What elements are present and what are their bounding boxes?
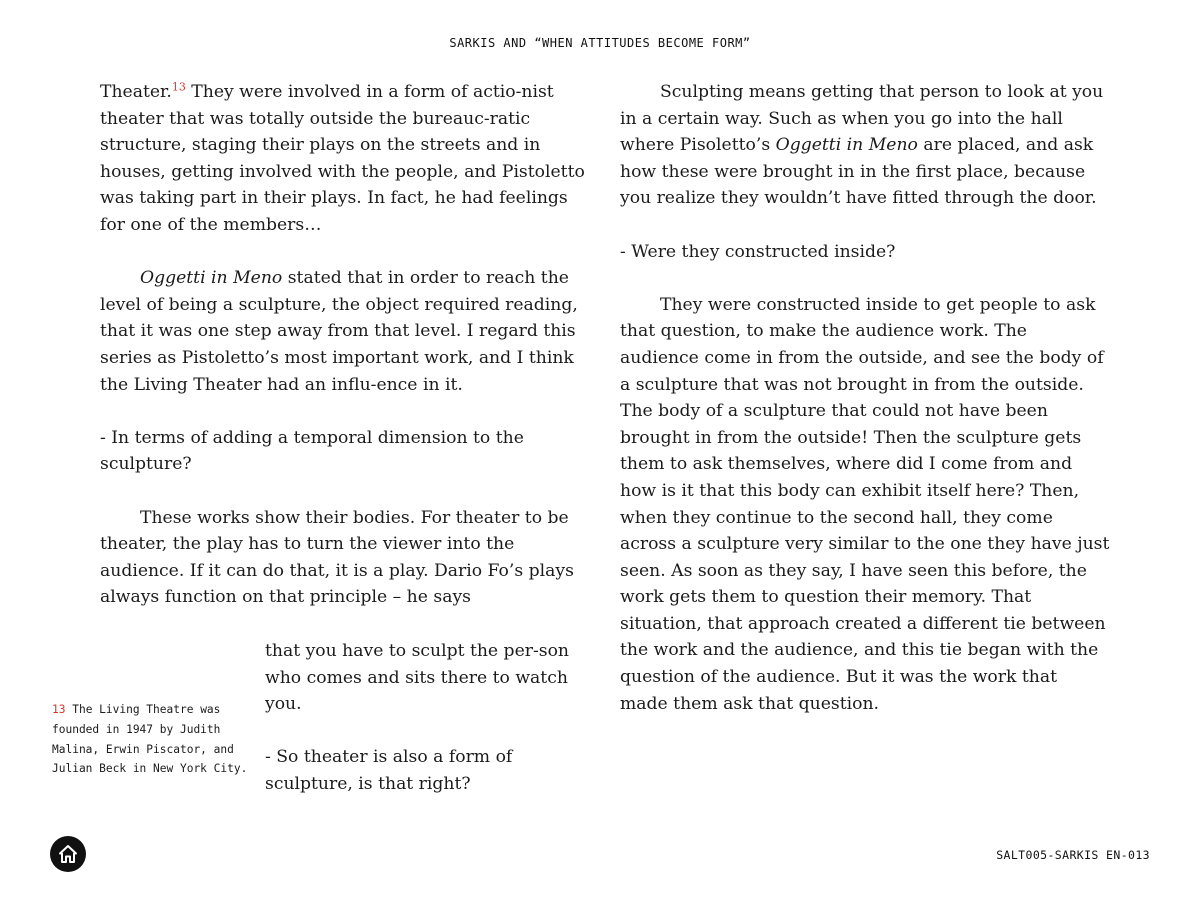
right-column xyxy=(620,79,1110,717)
artwork-title: Oggetti in Meno xyxy=(140,268,283,289)
paragraph-text: Sculpting means getting that person to look at you in a certain way. Such as when you go into the hall where Pisoletto’s xyxy=(620,82,1104,156)
left-column-continued xyxy=(265,638,595,798)
paragraph-continued: that you have to sculpt the per-son who comes and sits there to watch you. xyxy=(265,641,569,715)
paragraph-text: are placed, and ask how these were brought in in the first place, because you realize they wouldn’t have fitted through the door. xyxy=(620,135,1097,209)
paragraph xyxy=(620,79,1110,212)
paragraph xyxy=(100,79,590,239)
artwork-title: Oggetti in Meno xyxy=(775,135,918,156)
footnote-number: 13 xyxy=(52,703,66,716)
interview-question: - So theater is also a form of sculpture, is that right? xyxy=(265,747,513,794)
footnote-text: The Living Theatre was founded in 1947 by Judith Malina, Erwin Piscator, and Julian Beck in New York City. xyxy=(52,703,248,776)
interview-question: - In terms of adding a temporal dimension to the sculpture? xyxy=(100,427,524,475)
paragraph: They were constructed inside to get people to ask that question, to make the audience work. The audience come in from the outside, and see the body of a sculpture that was not brought in from the outside. The body of a sculpture that could not have been brought in from the outside! Then the sculpture gets them to ask themselves, where did I come from and how is it that this body can exhibit itself here? Then, when they continue to the second hall, they come across a sculpture very similar to the one they have just seen. As soon as they say, I have seen this before, the work gets them to question their memory. That situation, that approach created a different tie between the work and the audience, and this tie began with the question of the audience. But it was the work that made them ask that question. xyxy=(620,294,1110,714)
home-button[interactable] xyxy=(50,836,86,872)
paragraph-lead: Theater. xyxy=(100,82,172,102)
paragraph-text: They were involved in a form of actio-nist theater that was totally outside the bureauc-ratic structure, staging their plays on the streets and in houses, getting involved with the people, and Pistoletto was taking part in their plays. In fact, he had feelings for one of the members… xyxy=(100,82,585,235)
paragraph: These works show their bodies. For theater to be theater, the play has to turn the viewer into the audience. If it can do that, it is a play. Dario Fo’s plays always function on that principle – he says xyxy=(100,507,574,608)
paragraph-text: stated that in order to reach the level of being a sculpture, the object required reading, that it was one step away from that level. I regard this series as Pistoletto’s most important work, and I think the Living Theater had an influ-ence in it. xyxy=(100,268,578,395)
running-header: SARKIS AND “WHEN ATTITUDES BECOME FORM” xyxy=(449,36,751,50)
paragraph xyxy=(100,265,590,398)
footnote-reference[interactable]: 13 xyxy=(171,80,186,94)
interview-question: - Were they constructed inside? xyxy=(620,241,896,262)
left-column xyxy=(100,79,590,611)
page-identifier: SALT005-SARKIS EN-013 xyxy=(996,848,1150,862)
home-icon xyxy=(58,844,78,864)
footnote xyxy=(52,700,252,779)
